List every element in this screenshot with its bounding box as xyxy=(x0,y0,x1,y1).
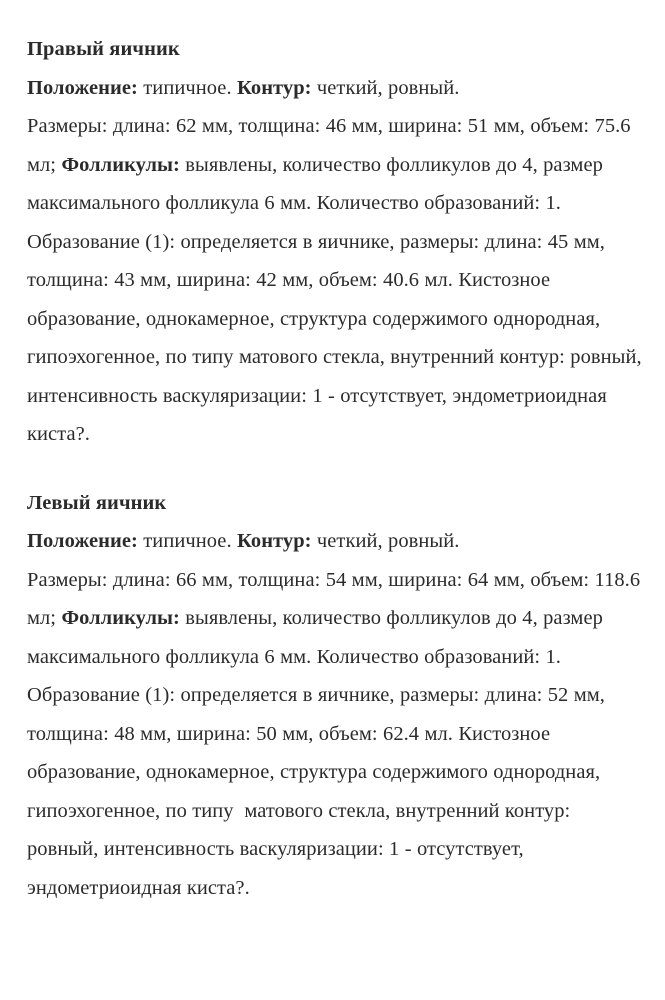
section-heading-right-ovary: Правый яичник xyxy=(27,38,180,60)
section-body-left-ovary xyxy=(27,522,647,907)
dimensions-text-left: Размеры: длина: 66 мм, толщина: 54 мм, ширина: 64 мм, объем: 118.6 мл; xyxy=(27,568,646,629)
value-position-right: типичное. xyxy=(137,76,237,99)
section-body-right-ovary xyxy=(27,69,647,454)
formations-text-right: Количество образований: 1. Образование (1): определяется в яичнике, размеры: длина: 45 мм, толщина: 43 мм, ширина: 42 мм, объем: 40.6 мл. Кистозное образование, однокамерное, структура содержимого однородная, гипоэхогенное, по типу матового стекла, внутренний контур: ровный, интенсивность васкуляризации: 1 - отсутствует, эндометриоидная киста?. xyxy=(27,192,648,445)
label-follicles-right: Фолликулы: xyxy=(61,153,180,176)
report-section-left-ovary xyxy=(27,484,647,908)
dimensions-text-right: Размеры: длина: 62 мм, толщина: 46 мм, ширина: 51 мм, объем: 75.6 мл; xyxy=(27,115,636,176)
label-position-left: Положение: xyxy=(27,530,138,552)
value-contour-left: четкий, ровный. xyxy=(311,530,460,552)
label-follicles-left: Фолликулы: xyxy=(61,607,180,629)
report-section-right-ovary xyxy=(27,30,647,454)
value-follicles-left: выявлены, количество фолликулов до 4, размер максимального фолликула 6 мм. xyxy=(27,607,609,668)
label-contour-left: Контур: xyxy=(237,530,312,552)
label-position-right: Положение: xyxy=(27,76,138,99)
formations-text-left: Количество образований: 1. Образование (1): определяется в яичнике, размеры: длина: 52 мм, толщина: 48 мм, ширина: 50 мм, объем: 62.4 мл. Кистозное образование, однокамерное, структура содержимого однородная, гипоэхогенное, по типу матового стекла, внутренний контур: ровный, интенсивность васкуляризации: 1 - отсутствует, эндометриоидная киста?. xyxy=(27,645,611,899)
section-heading-left-ovary: Левый яичник xyxy=(27,491,167,514)
label-contour-right: Контур: xyxy=(237,76,312,99)
value-contour-right: четкий, ровный. xyxy=(311,76,460,99)
value-follicles-right: выявлены, количество фолликулов до 4, размер максимального фолликула 6 мм. xyxy=(27,153,609,214)
value-position-left: типичное. xyxy=(137,530,237,552)
